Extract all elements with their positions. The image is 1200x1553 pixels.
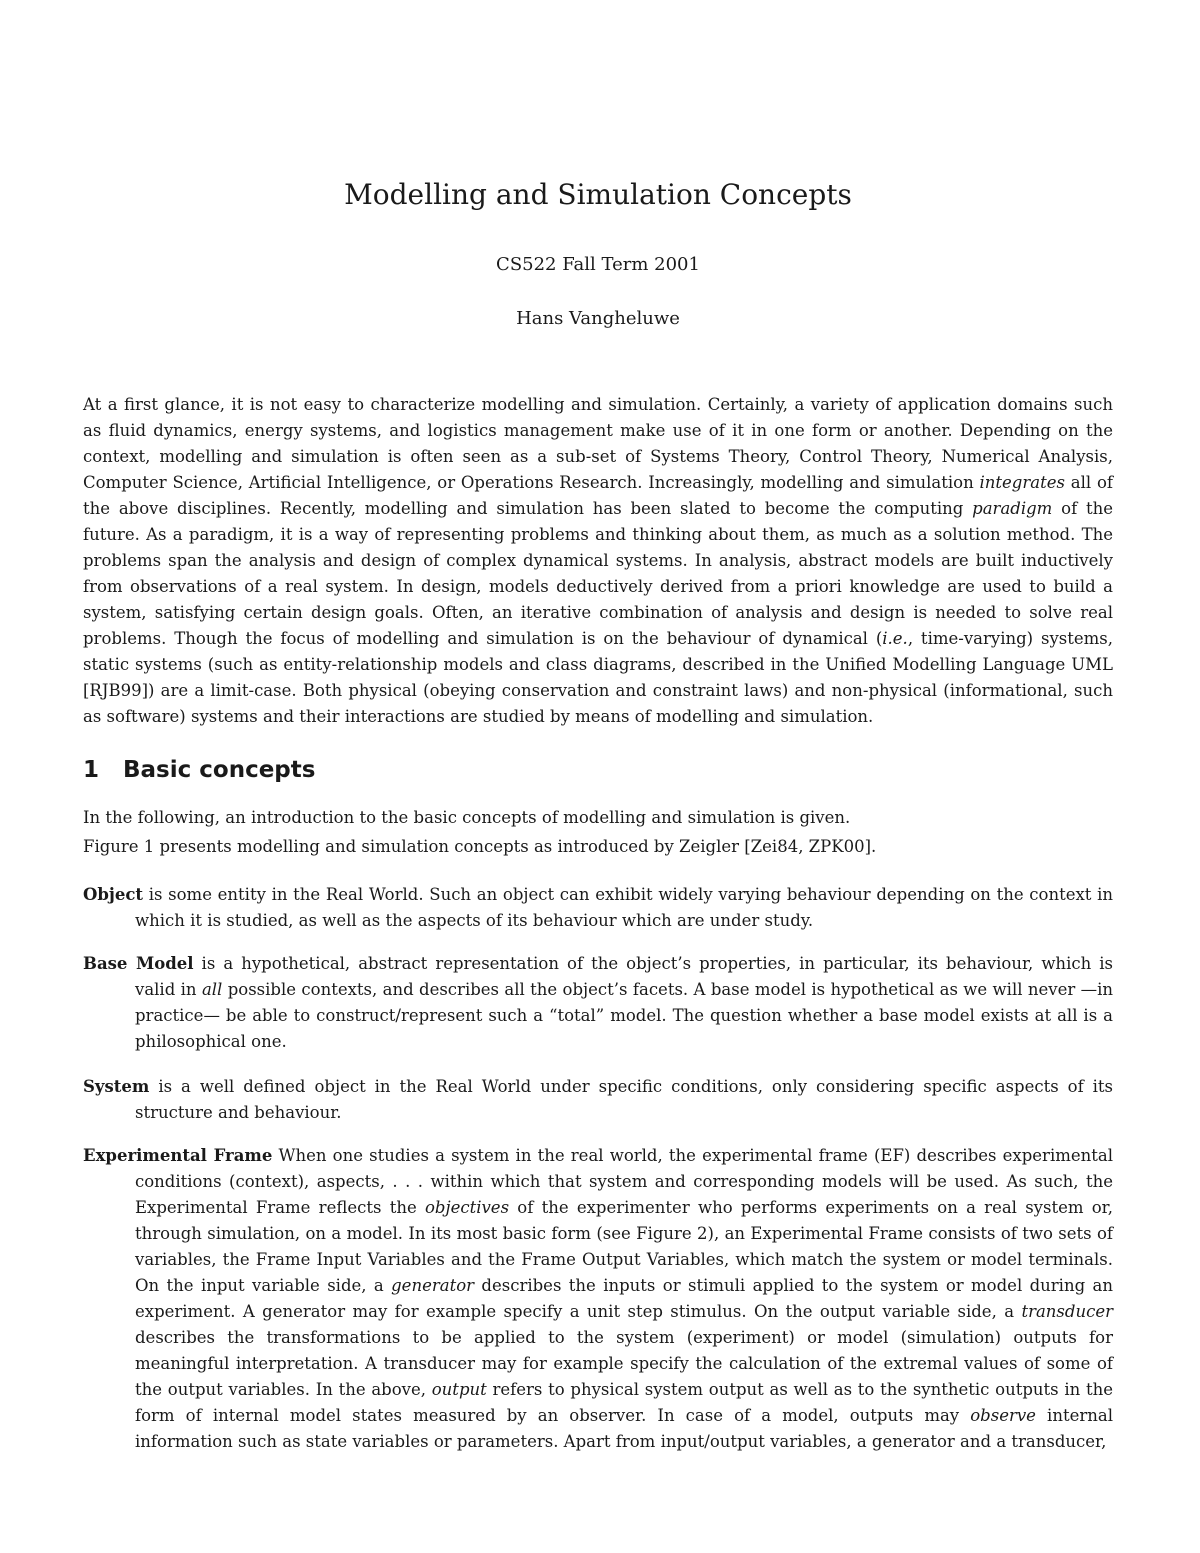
definition-system — [83, 1074, 1113, 1126]
abstract-paragraph — [83, 392, 1113, 730]
author-name: Hans Vangheluwe — [516, 308, 680, 329]
section-intro-line-2: Figure 1 presents modelling and simulation concepts as introduced by Zeigler [Zei84, ZPK00]. — [83, 837, 877, 856]
definition-text-base-model-2: possible contexts, and describes all the object’s facets. A base model is hypothetical as we will never —in practice— be able to construct/represent such a “total” model. The question whether a base model exists at all is a philosophical one. — [135, 980, 1114, 1051]
definition-term-object: Object — [83, 885, 144, 904]
definition-text-ef-3: describes the inputs or stimuli applied to the system or model during an experiment. A generator may for example specify a unit step stimulus. On the output variable side, a — [135, 1276, 1113, 1321]
definition-term-base-model: Base Model — [83, 954, 194, 973]
definition-text-object: is some entity in the Real World. Such an object can exhibit widely varying behaviour depending on the context in which it is studied, as well as the aspects of its behaviour which are under study. — [135, 885, 1113, 930]
abstract-text-3: of the future. As a paradigm, it is a way of representing problems and thinking about them, as much as a solution method. The problems span the analysis and design of complex dynamical systems. In analysis, abstract models are built inductively from observations of a real system. In design, models deductively derived from a priori knowledge are used to build a system, satisfying certain design goals. Often, an iterative combination of analysis and design is needed to solve real problems. Though the focus of modelling and simulation is on the behaviour of dynamical ( — [83, 499, 1113, 648]
definition-text-ef-4: describes the transformations to be applied to the system (experiment) or model (simulation) outputs for meaningful interpretation. A transducer may for example specify the calculation of the extremal values of some of the output variables. In the above, — [135, 1328, 1113, 1399]
definition-text-base-model-1: is a hypothetical, abstract representation of the object’s properties, in particular, its behaviour, which is valid in — [135, 954, 1113, 999]
definition-emphasis-generator: generator — [391, 1276, 475, 1295]
definition-object — [83, 882, 1113, 934]
abstract-text-4: , time-varying) systems, static systems (such as entity-relationship models and class diagrams, described in the Unified Modelling Language UML [RJB99]) are a limit-case. Both physical (obeying conservation and constraint laws) and non-physical (informational, such as software) systems and their interactions are studied by means of modelling and simulation. — [83, 629, 1113, 726]
section-heading-basic-concepts — [83, 757, 315, 783]
definition-emphasis-transducer: transducer — [1021, 1302, 1113, 1321]
abstract-text-1: At a first glance, it is not easy to characterize modelling and simulation. Certainly, a variety of application domains such as fluid dynamics, energy systems, and logistics management make use of it in one form or another. Depending on the context, modelling and simulation is often seen as a sub-set of Systems Theory, Control Theory, Numerical Analysis, Computer Science, Artificial Intelligence, or Operations Research. Increasingly, modelling and simulation — [83, 395, 1113, 492]
definition-emphasis-all: all — [201, 980, 223, 999]
definition-text-system: is a well defined object in the Real World under specific conditions, only considering specific aspects of its structure and behaviour. — [135, 1077, 1113, 1122]
definition-base-model — [83, 951, 1113, 1055]
definition-text-ef-2: of the experimenter who performs experiments on a real system or, through simulation, on a model. In its most basic form (see Figure 2), an Experimental Frame consists of two sets of variables, the Frame Input Variables and the Frame Output Variables, which match the system or model terminals. On the input variable side, a — [135, 1198, 1113, 1295]
definition-text-ef-1: When one studies a system in the real world, the experimental frame (EF) describes experimental conditions (context), aspects, . . . within which that system and corresponding models will be used. As such, the Experimental Frame reflects the — [135, 1146, 1113, 1217]
abstract-emphasis-integrates: integrates — [979, 473, 1065, 492]
section-number: 1 — [83, 757, 100, 783]
section-title: Basic concepts — [123, 757, 316, 783]
course-subtitle: CS522 Fall Term 2001 — [496, 254, 700, 275]
definition-text-ef-5: refers to physical system output as well as to the synthetic outputs in the form of internal model states measured by an observer. In case of a model, outputs may — [135, 1380, 1114, 1425]
definition-emphasis-objectives: objectives — [424, 1198, 510, 1217]
section-intro-line-1: In the following, an introduction to the basic concepts of modelling and simulation is given. — [83, 808, 851, 827]
definition-text-ef-6: internal information such as state variables or parameters. Apart from input/output variables, a generator and a transducer, — [135, 1406, 1113, 1451]
definition-term-experimental-frame: Experimental Frame — [83, 1146, 273, 1165]
page-title: Modelling and Simulation Concepts — [344, 178, 852, 211]
abstract-emphasis-ie: i.e. — [882, 629, 908, 648]
abstract-text-2: all of the above disciplines. Recently, modelling and simulation has been slated to become the computing — [83, 473, 1113, 518]
abstract-emphasis-paradigm: paradigm — [972, 499, 1053, 518]
definition-emphasis-observe: observe — [970, 1406, 1036, 1425]
definition-emphasis-output: output — [431, 1380, 487, 1399]
definition-term-system: System — [83, 1077, 150, 1096]
definition-experimental-frame — [83, 1143, 1113, 1455]
